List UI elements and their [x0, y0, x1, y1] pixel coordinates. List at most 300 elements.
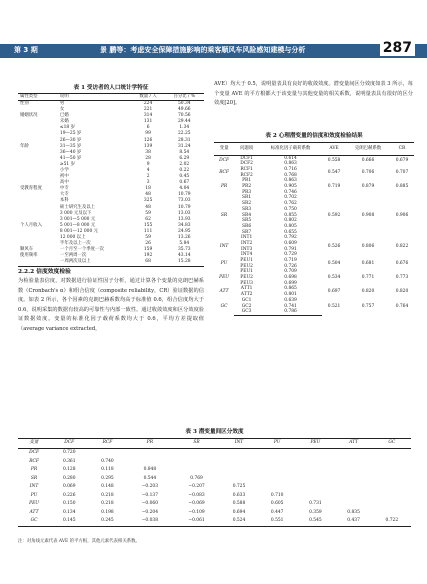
table3-header-cell: PR [127, 439, 174, 449]
table1-cell: 325 [143, 198, 153, 204]
table2-loading-cell: 0.905 [284, 184, 297, 190]
table3-cell: INT [29, 484, 39, 490]
table1-cell: 个人月收入 [20, 222, 42, 228]
table3-row [18, 492, 411, 501]
table2-loading-cell: 0.702 [284, 195, 297, 201]
table1-cell: 22.25 [178, 131, 191, 137]
table1-cell: 41—50 岁 [59, 155, 82, 161]
table2-loading-cell: 0.741 [284, 303, 297, 309]
demographics-table [18, 93, 204, 267]
table1-cell: 年龄 [20, 143, 29, 149]
table2-loading-cell: 0.699 [284, 280, 297, 286]
table2-item-cell: SR5 [242, 218, 252, 224]
table3-cell: 0.588 [232, 501, 246, 507]
table3-cell: −0.137 [141, 492, 158, 498]
table2-alpha-cell: 0.908 [361, 212, 375, 218]
table2-alpha-cell: 0.771 [361, 275, 375, 281]
table1-header-cell: 百分比 / % [165, 94, 204, 101]
table3-cell: −0.109 [188, 509, 205, 515]
table2-loading-cell: 0.863 [284, 178, 297, 184]
table3-header-cell: PU [258, 439, 296, 449]
table3-cell: 0.245 [88, 517, 126, 526]
table2-item-cell: ATT2 [240, 292, 253, 298]
table3-cell [373, 509, 411, 518]
table3-cell: 0.769 [190, 475, 203, 481]
table3-cell: 0.710 [270, 492, 284, 498]
table1-header-cell: 数量 / 人 [132, 94, 165, 101]
table2-item-cell: PEU1 [240, 258, 253, 264]
table2-item-cell: GC3 [234, 310, 259, 316]
table2-ave-cell: 0.526 [327, 243, 341, 249]
table1-cell: 受教育程度 [20, 186, 42, 192]
table1-cell: 49.66 [178, 107, 191, 113]
table2-ave-cell: 0.719 [327, 184, 341, 190]
table1-cell: 192 [143, 253, 153, 259]
table2-alpha-cell: 0.879 [361, 184, 375, 190]
table3-cell [334, 500, 372, 509]
table3-cell: PU [30, 492, 38, 498]
table2-item-cell: PEU3 [240, 280, 253, 286]
table1-header-cell: 说明 [58, 94, 132, 101]
page-number: 287 [380, 40, 415, 56]
table3-cell [258, 483, 296, 492]
table1-cell: 38 [145, 149, 151, 155]
table1-cell: 13.03 [178, 210, 191, 216]
table3-cell [373, 449, 411, 458]
table3-cell: 0.145 [50, 517, 88, 526]
table1-cell: 男 [59, 100, 65, 106]
table2-loading-cell: 0.805 [284, 223, 297, 229]
table2-loading-cell: 0.726 [284, 263, 297, 269]
table1-row [18, 101, 204, 108]
table3-cell: ATT [29, 509, 39, 515]
table2-item-cell: INT1 [240, 235, 253, 241]
table3-cell [258, 449, 296, 458]
table3-header-cell: SR [173, 439, 220, 449]
table2-cr-cell: 0.906 [395, 212, 409, 218]
table3-cell: RCF [29, 458, 39, 464]
table1-cell: 初中 [59, 174, 69, 180]
table2-variable-cell: SR [220, 212, 228, 218]
table2-title: 表 2 心理潜变量的信度和效度检验结果 [265, 133, 363, 139]
table1-cell: 0.45 [179, 174, 190, 180]
table3-cell: DCF [29, 450, 40, 456]
table3-cell: 0.545 [296, 517, 334, 526]
table2-cr-cell: 0.679 [395, 158, 409, 164]
table2-item-cell: PEU1 [240, 269, 253, 275]
table1-cell: 131 [143, 119, 153, 125]
table1-cell: 26 [145, 241, 151, 247]
table3-header-cell: ATT [334, 439, 372, 449]
table2-item-cell: PR1 [242, 178, 252, 184]
table1-cell: 10.79 [178, 204, 191, 210]
table3-cell: −0.083 [188, 492, 205, 498]
table3-cell [296, 492, 334, 501]
table3-cell: 0.226 [62, 492, 76, 498]
table3-cell: 0.725 [232, 484, 246, 490]
table3-header-cell: INT [220, 439, 258, 449]
table2-ave-cell: 0.534 [327, 275, 341, 281]
table3-cell [373, 483, 411, 492]
table1-cell: 6 [146, 125, 150, 131]
table3-cell: 0.447 [270, 509, 284, 515]
table1-cell: 126 [143, 137, 153, 143]
table2-loading-cell: 0.855 [284, 212, 297, 218]
table3-cell [220, 458, 258, 467]
table1-cell: 13.26 [178, 235, 191, 240]
table1-cell: 2 [146, 174, 150, 180]
table2-header-cell: CR [390, 143, 414, 156]
table2-item-cell: PEU2 [240, 263, 253, 269]
table1-cell: 性别 [20, 100, 29, 106]
table3-header-cell: GC [373, 439, 411, 449]
table2-header-cell: 问题项 [234, 143, 259, 156]
table3-cell [296, 483, 334, 492]
table3-cell: 0.198 [101, 509, 114, 515]
table1-cell: 99 [145, 131, 151, 137]
table2-ave-cell: 0.592 [327, 212, 341, 218]
table1-cell: 18 [145, 186, 151, 192]
table2-loading-cell: 0.614 [284, 155, 297, 161]
table3-cell [334, 458, 372, 467]
table3-cell: 0.551 [258, 517, 296, 526]
table1-cell: 31—35 岁 [59, 143, 82, 149]
table3-cell: 0.118 [101, 467, 114, 473]
table2-variable-cell: PR [220, 184, 228, 190]
table3-cell [258, 466, 296, 475]
reliability-table [214, 142, 414, 316]
table2-cr-cell: 0.764 [395, 303, 409, 309]
table3-row [18, 517, 411, 526]
table1-cell: 59 [145, 210, 151, 216]
table3-cell: 0.848 [143, 467, 157, 473]
table1-cell: 29.44 [178, 119, 191, 125]
table3-header-cell: 变量 [18, 439, 50, 449]
table1-cell: 59 [145, 235, 151, 240]
table2-loading-cell: 0.709 [284, 269, 297, 275]
table3-cell [373, 492, 411, 501]
table1-cell: 已婚 [59, 113, 69, 119]
table1-cell: 5.84 [179, 241, 190, 247]
table3-cell [88, 449, 126, 458]
table3-cell [334, 483, 372, 492]
table1-cell: 31.24 [178, 143, 191, 149]
table1-cell: 35.73 [178, 247, 191, 253]
table3-cell: 0.069 [62, 484, 76, 490]
table3-note: 注：对角线元素代表 AVE 的平方根，其他元素代表相关系数。 [18, 539, 140, 544]
table3-row [18, 483, 411, 492]
table1-cell: 4.04 [179, 186, 190, 192]
table1-cell: 一至两周一次 [59, 253, 87, 259]
table1-cell: 15.28 [165, 260, 204, 267]
table1-cell: 43.14 [178, 253, 191, 259]
table2-ave-cell: 0.697 [327, 289, 341, 295]
table2-header-cell: 变量 [214, 143, 234, 156]
right-paragraph: AVE）均大于 0.5，说明量表具有良好的收敛效度。潜变量间区分效度如表 3 所示，每个变量 AVE 的平方根都大于该变量与其他变量的相关系数，说明量表具有很好的区分效度[20]。 [214, 81, 413, 107]
table2-loading-cell: 0.768 [284, 172, 297, 178]
table1-cell: 使用频率 [20, 253, 38, 259]
table1-cell: 224 [143, 100, 153, 106]
table3-cell [296, 475, 334, 484]
table3-cell: 0.720 [62, 450, 76, 456]
table1-cell: 本科 [59, 198, 69, 204]
table3-cell [373, 475, 411, 484]
table3-header-cell: DCF [50, 439, 88, 449]
table1-cell: 139 [143, 143, 153, 149]
table3-cell: 0.128 [62, 467, 76, 473]
table3-cell: 0.544 [143, 475, 157, 481]
table3-cell [173, 449, 220, 458]
discriminant-validity-table [18, 438, 411, 527]
table1-cell: ≤18 岁 [59, 125, 75, 131]
table2-loading-cell: 0.786 [259, 310, 322, 316]
table1-cell: 一个月至一个季度一次 [59, 247, 104, 253]
table2-variable-cell: PEU [219, 275, 230, 281]
table3-cell [258, 458, 296, 467]
table3-title: 表 3 潜变量间区分效度 [185, 429, 244, 435]
table2-variable-cell: ATT [219, 289, 229, 295]
table3-cell [334, 449, 372, 458]
table2-variable-cell: INT [219, 243, 229, 249]
table2-item-cell: RCF2 [240, 172, 253, 178]
table3-cell: −0.204 [141, 509, 158, 515]
table3-cell: −0.069 [188, 501, 205, 507]
table2-loading-cell: 0.609 [284, 240, 297, 246]
table3-cell [373, 500, 411, 509]
table1-cell: 1.34 [179, 125, 190, 131]
table1-cell: 48 [145, 204, 151, 210]
table1-cell: 36—40 岁 [59, 149, 82, 155]
table3-cell: PEU [29, 501, 39, 507]
table1-cell: 女 [59, 107, 65, 113]
table2-item-cell: PEU2 [240, 275, 253, 281]
table2-alpha-cell: 0.681 [361, 260, 375, 266]
table2-item-cell: SR1 [242, 195, 252, 201]
table3-row [18, 466, 411, 475]
table2-item-cell: DCF2 [240, 161, 253, 167]
table3-row [18, 509, 411, 518]
table2-loading-cell: 0.716 [284, 167, 297, 173]
table1-cell: 73.03 [178, 198, 191, 204]
table3-cell: 0.731 [309, 501, 322, 507]
table3-row [18, 475, 411, 484]
table2-cr-cell: 0.820 [395, 289, 409, 295]
table1-cell: 0.22 [179, 167, 190, 173]
table1-cell: 4 [146, 167, 150, 173]
table3-cell [296, 466, 334, 475]
table2-cr-cell: 0.822 [395, 243, 409, 249]
table1-cell: 0.67 [179, 180, 190, 186]
table2-loading-cell: 0.719 [284, 258, 297, 264]
table3-cell: 0.148 [101, 484, 114, 490]
table3-cell: −0.203 [141, 484, 158, 490]
table3-cell: 0.740 [101, 458, 114, 464]
table2-loading-cell: 0.792 [284, 235, 297, 241]
running-title: 景 鹏等：考虑安全保障措施影响的乘客顺风车风险感知建模与分析 [100, 46, 306, 54]
table1-cell: 6.29 [179, 155, 190, 161]
table1-cell: 28 [145, 155, 151, 161]
table1-cell: 3 001—5 000 元 [59, 216, 96, 222]
table2-item-cell: SR7 [242, 229, 252, 235]
table3-cell: −0.038 [127, 517, 174, 526]
table3-row [18, 458, 411, 467]
table2-variable-cell: RCF [219, 169, 229, 175]
table2-item-cell: PR3 [242, 189, 252, 195]
table3-cell [373, 466, 411, 475]
table2-loading-cell: 0.729 [284, 252, 297, 258]
table1-cell: 8.54 [179, 149, 190, 155]
table1-cell: 24.95 [178, 228, 191, 234]
table3-cell: 0.835 [347, 509, 360, 515]
table2-item-cell: INT3 [240, 246, 253, 252]
table3-header-cell: RCF [88, 439, 126, 449]
table3-cell [220, 475, 258, 484]
table1-cell: 221 [143, 107, 153, 113]
table2-variable-cell: DCF [219, 158, 230, 164]
table1-cell: 3 000 元及以下 [59, 210, 92, 216]
table2-cr-cell: 0.885 [395, 184, 409, 190]
table2-loading-cell: 0.750 [284, 206, 297, 212]
table2-item-cell: SR2 [242, 201, 252, 207]
table1-cell: 13.93 [178, 216, 191, 222]
table1-cell: 34.83 [178, 222, 191, 228]
table2-cr-cell: 0.676 [395, 260, 409, 266]
table3-cell: 0.633 [232, 492, 246, 498]
table2-item-cell: GC1 [241, 297, 252, 303]
table3-cell: 0.150 [62, 501, 76, 507]
table3-cell: 0.359 [309, 509, 322, 515]
table3-cell: 0.218 [101, 501, 114, 507]
table2-alpha-cell: 0.666 [361, 158, 375, 164]
table3-cell [173, 458, 220, 467]
table1-cell: 2.02 [179, 161, 190, 167]
table3-cell [258, 475, 296, 484]
table1-cell: 28.31 [178, 137, 191, 143]
table3-cell: 0.295 [101, 475, 114, 481]
table1-cell: 一周两次及以上 [58, 260, 132, 267]
table2-loading-cell: 0.746 [284, 189, 297, 195]
table3-cell: 0.524 [220, 517, 258, 526]
table3-cell [127, 449, 174, 458]
table1-cell: 70.56 [178, 113, 191, 119]
table3-cell: 0.722 [373, 517, 411, 526]
table1-title: 表 1 受访者的人口统计学特征 [73, 85, 149, 91]
table1-cell: 高中 [59, 180, 69, 186]
table3-cell [127, 458, 174, 467]
table2-item-cell: GC2 [241, 303, 252, 309]
table2-alpha-cell: 0.757 [361, 303, 375, 309]
table2-item-cell: RCF1 [240, 167, 253, 173]
table1-cell: 半年及以上一次 [59, 241, 91, 247]
table1-header-cell: 属性类型 [18, 94, 58, 101]
table2-item-cell: SR6 [242, 223, 252, 229]
table2-alpha-cell: 0.806 [361, 243, 375, 249]
table1-cell: 硕士研究生及以上 [59, 204, 96, 210]
table1-cell: 314 [143, 113, 153, 119]
table2-loading-cell: 0.865 [284, 286, 297, 292]
left-paragraph: 为检验量表信度，对数据进行验证性因子分析，通过计算各个变量的克朗巴赫系数（Cronbach's α）和组合信度（composite reliability，CR）验证数据的信度。如表 2 所示，各个因素的克朗巴赫系数均高于标准值 0.6，组合信度均大于 0.6，说明采集的数据有较高的可靠性与内部一致性。通过收敛效度和区分效度验证数据效度。变量的标准化因子载荷系数均大于 0.6，平均方差提取值（average variance extracted， [18, 278, 204, 332]
table3-cell [220, 466, 258, 475]
table1-cell: 68 [132, 260, 165, 267]
table3-cell [173, 466, 220, 475]
table3-cell: −0.207 [188, 484, 205, 490]
table1-cell: 111 [143, 228, 153, 234]
table3-cell [220, 449, 258, 458]
table2-loading-cell: 0.791 [284, 246, 297, 252]
table1-cell: 50.34 [178, 100, 191, 106]
table2-header-cell: 标准化因子载荷系数 [259, 143, 322, 156]
table1-cell: 26—30 岁 [59, 137, 82, 143]
table2-cr-cell: 0.773 [395, 275, 409, 281]
table2-loading-cell: 0.762 [284, 201, 297, 207]
table3-cell [296, 449, 334, 458]
table2-item-cell: DCF1 [240, 155, 253, 161]
table1-cell: 10.79 [178, 192, 191, 198]
table2-item-cell: INT2 [240, 240, 253, 246]
table1-cell: 3 [146, 180, 150, 186]
table3-cell: 0.134 [62, 509, 76, 515]
table3-cell [334, 475, 372, 484]
table1-cell: 19—25 岁 [59, 131, 82, 137]
table3-cell [334, 466, 372, 475]
table3-cell: 0.437 [334, 517, 372, 526]
table2-header-cell: AVE [322, 143, 346, 156]
table2-ave-cell: 0.558 [327, 158, 341, 164]
table2-loading-cell: 0.639 [284, 297, 297, 303]
table2-ave-cell: 0.547 [327, 169, 341, 175]
table1-cell: 5 001—8 000 元 [59, 222, 96, 228]
table1-cell: 大专 [59, 192, 69, 198]
table1-cell: 8 001—12 000 元 [59, 228, 99, 234]
table2-ave-cell: 0.504 [327, 260, 341, 266]
table2-alpha-cell: 0.706 [361, 169, 375, 175]
table1-cell: 155 [143, 222, 153, 228]
table2-item-cell: ATT1 [240, 286, 253, 292]
table1-cell: 9 [146, 161, 150, 167]
table2-loading-cell: 0.698 [284, 275, 297, 281]
table1-cell: 159 [143, 247, 153, 253]
table1-cell: 12 000 以上 [59, 235, 86, 240]
table3-cell: −0.061 [173, 517, 220, 526]
table2-item-cell: INT4 [240, 252, 253, 258]
table3-header-cell: PEU [296, 439, 334, 449]
table2-loading-cell: 0.863 [284, 161, 297, 167]
table2-cr-cell: 0.707 [395, 169, 409, 175]
table3-cell: −0.060 [141, 501, 158, 507]
table2-loading-cell: 0.802 [284, 218, 297, 224]
table3-cell: 0.605 [270, 501, 284, 507]
table2-variable-cell: GC [220, 303, 228, 309]
table3-cell: 0.694 [232, 509, 246, 515]
table2-item-cell: SR4 [242, 212, 252, 218]
table2-variable-cell: PU [220, 260, 228, 266]
table3-cell [296, 458, 334, 467]
table3-row [18, 449, 411, 458]
table1-cell: 48 [145, 192, 151, 198]
table3-cell: 0.280 [62, 475, 76, 481]
running-header [0, 44, 427, 58]
table1-cell: 婚姻状况 [20, 113, 38, 119]
table1-cell: 中专 [59, 186, 69, 192]
table2-item-cell: SR3 [242, 206, 252, 212]
table2-loading-cell: 0.655 [284, 229, 297, 235]
table2-header-cell: 克朗巴赫系数 [346, 143, 390, 156]
table1-cell: 小学 [59, 167, 69, 173]
section-heading: 2.2.2 信度效度检验 [18, 269, 71, 275]
table1-cell: 顺风车 [20, 247, 34, 253]
table2-ave-cell: 0.521 [327, 303, 341, 309]
table3-cell: SR [30, 475, 38, 481]
